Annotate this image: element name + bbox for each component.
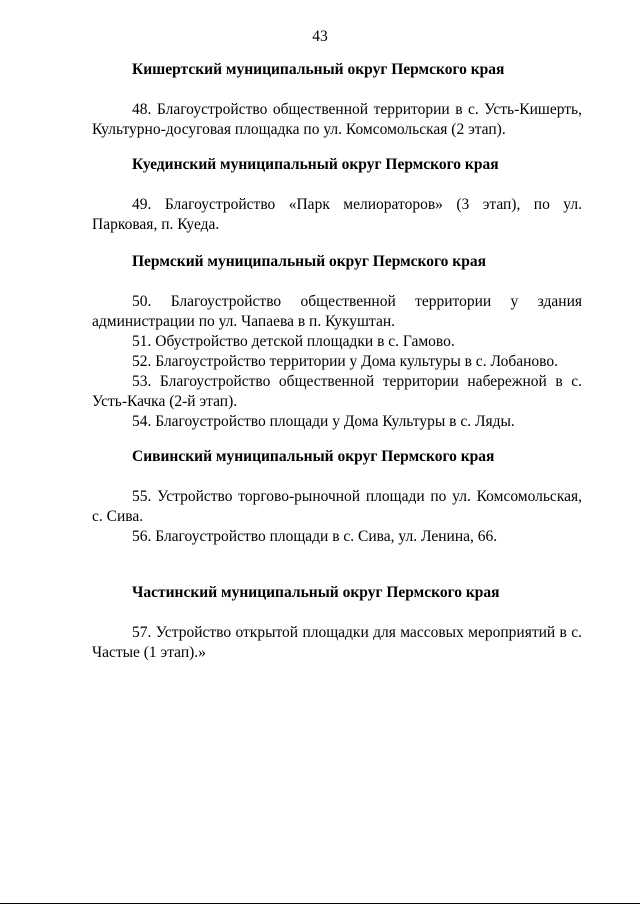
section-items: [92, 487, 582, 547]
section-items: [92, 195, 582, 235]
list-item: 57. Устройство открытой площадки для массовых мероприятий в с. Частые (1 этап).»: [92, 624, 582, 661]
section-items: [92, 623, 582, 663]
list-item: 56. Благоустройство площади в с. Сива, ул. Ленина, 66.: [132, 528, 498, 545]
list-item: 55. Устройство торгово-рыночной площади по ул. Комсомольская, с. Сива.: [92, 488, 582, 525]
list-item: 52. Благоустройство территории у Дома культуры в с. Лобаново.: [132, 353, 558, 370]
section-items: [92, 292, 582, 432]
section-siva: [92, 447, 582, 547]
list-item: 50. Благоустройство общественной территории у здания администрации по ул. Чапаева в п. Кукуштан.: [92, 293, 582, 330]
page-bottom-rule: [0, 903, 640, 904]
section-perm: [92, 252, 582, 432]
section-kishert: [92, 60, 582, 140]
section-items: [92, 100, 582, 140]
section-title: Сивинский муниципальный округ Пермского края: [132, 448, 495, 465]
section-title: Пермский муниципальный округ Пермского края: [132, 253, 486, 270]
section-chastye: [92, 583, 582, 663]
list-item: 53. Благоустройство общественной территории набережной в с. Усть-Качка (2-й этап).: [92, 373, 582, 410]
list-item: 51. Обустройство детской площадки в с. Гамово.: [132, 333, 455, 350]
list-item: 49. Благоустройство «Парк мелиораторов» (3 этап), по ул. Парковая, п. Куеда.: [92, 196, 582, 233]
list-item: 54. Благоустройство площади у Дома Культуры в с. Ляды.: [132, 413, 515, 430]
page-number: 43: [312, 28, 328, 45]
section-title: Кишертский муниципальный округ Пермского края: [132, 61, 505, 78]
section-kueda: [92, 155, 582, 235]
list-item: 48. Благоустройство общественной территории в с. Усть-Кишерть, Культурно-досуговая площадка по ул. Комсомольская (2 этап).: [92, 101, 582, 138]
section-title: Частинский муниципальный округ Пермского края: [132, 584, 500, 601]
section-title: Куединский муниципальный округ Пермского края: [132, 156, 499, 173]
